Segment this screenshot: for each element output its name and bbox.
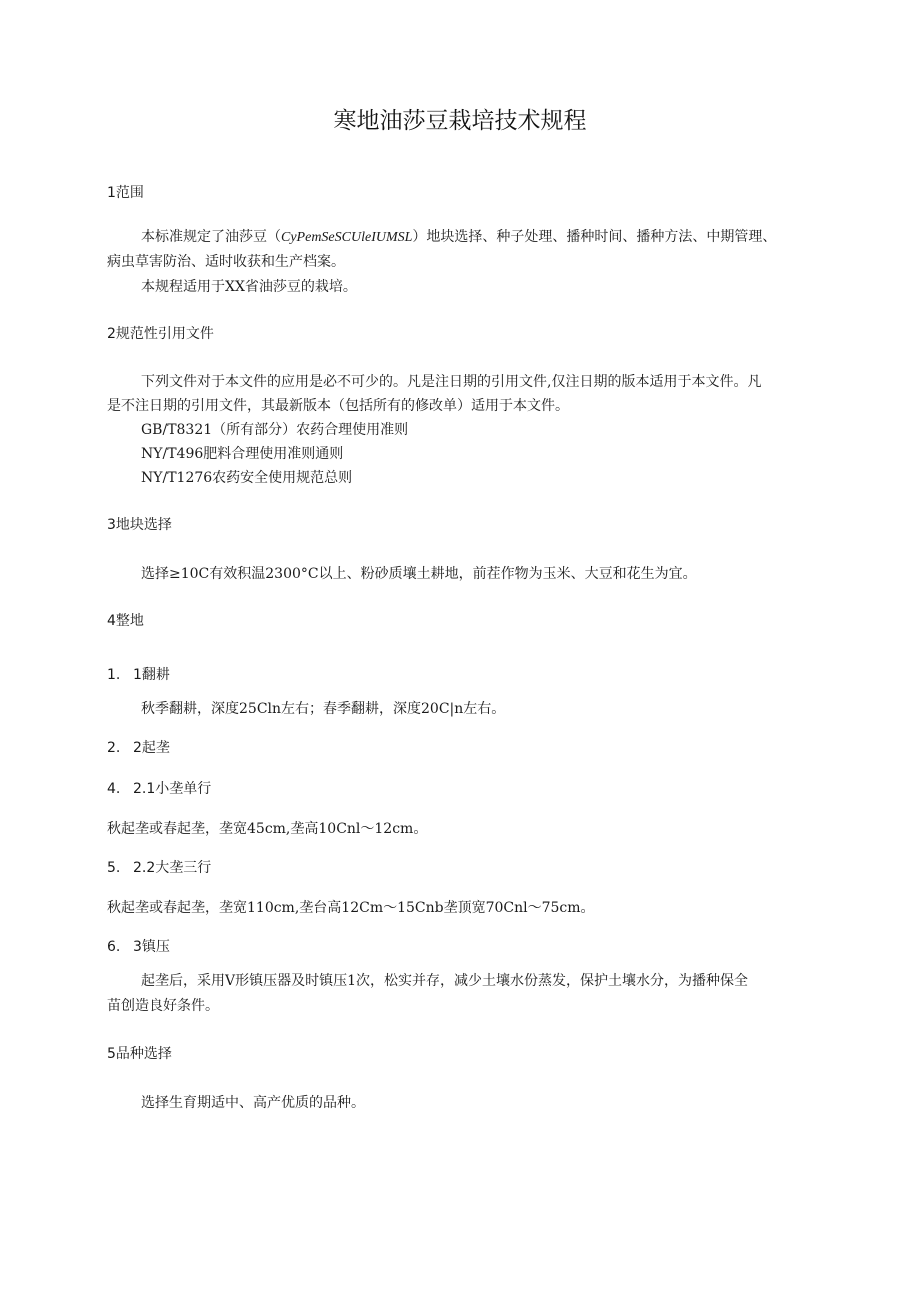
- section-1-paragraph-1-text-a: 本标准规定了油莎豆（: [141, 229, 281, 245]
- subsection-heading: 2.2大垄三行: [133, 860, 212, 876]
- section-2-paragraph-line-2: 是不注日期的引用文件，其最新版本（包括所有的修改单）适用于本文件。: [107, 398, 569, 414]
- subsection-heading: 3镇压: [133, 939, 170, 955]
- list-number: 1.: [107, 667, 121, 683]
- subsection-text: 秋起垄或春起垄，垄宽110cm,垄台高12Cm～15Cnb垄顶宽70Cnl～75cm。: [107, 900, 595, 916]
- section-3-paragraph: 选择≥10C有效积温2300°C以上、粉砂质壤土耕地，前茬作物为玉米、大豆和花生为宜。: [141, 566, 697, 582]
- list-number: 5.: [107, 860, 121, 876]
- subsection-heading: 2起垄: [133, 740, 170, 756]
- section-5-paragraph: 选择生育期适中、高产优质的品种。: [141, 1095, 365, 1111]
- section-2-heading: 2规范性引用文件: [107, 326, 214, 342]
- subsection-heading: 2.1小垄单行: [133, 781, 212, 797]
- section-1-paragraph-1-text-b: ）地块选择、种子处理、播种时间、播种方法、中期管理、: [412, 229, 777, 245]
- section-4-heading: 4整地: [107, 613, 144, 629]
- latin-name: CyPemSeSCUleIUMSL: [281, 230, 413, 245]
- list-number: 6.: [107, 939, 121, 955]
- subsection-text: 秋季翻耕，深度25Cln左右；春季翻耕，深度20C|n左右。: [141, 701, 506, 717]
- section-1-paragraph-1-line-2: 病虫草害防治、适时收获和生产档案。: [107, 254, 345, 270]
- section-2-paragraph-line-1: 下列文件对于本文件的应用是必不可少的。凡是注日期的引用文件,仅注日期的版本适用于本文件。凡: [141, 374, 762, 390]
- document-title: 寒地油莎豆栽培技术规程: [333, 108, 587, 134]
- reference-item: GB/T8321（所有部分）农药合理使用准则: [141, 422, 409, 438]
- section-1-paragraph-1-line-1: [141, 227, 776, 248]
- section-1-paragraph-2: 本规程适用于XX省油莎豆的栽培。: [141, 279, 357, 295]
- subsection-heading: 1翻耕: [133, 667, 170, 683]
- subsection-text-line-1: 起垄后，采用V形镇压器及时镇压1次，松实并存，减少土壤水份蒸发，保护土壤水分，为播种保全: [141, 973, 749, 989]
- section-5-heading: 5品种选择: [107, 1046, 172, 1062]
- list-number: 2.: [107, 740, 121, 756]
- subsection-text: 秋起垄或春起垄，垄宽45cm,垄高10Cnl～12cm。: [107, 821, 428, 837]
- reference-item: NY/T496肥料合理使用准则通则: [141, 446, 344, 462]
- section-3-heading: 3地块选择: [107, 517, 172, 533]
- subsection-text-line-2: 苗创造良好条件。: [107, 998, 219, 1014]
- list-number: 4.: [107, 781, 121, 797]
- reference-item: NY/T1276农药安全使用规范总则: [141, 470, 353, 486]
- section-1-heading: 1范围: [107, 185, 144, 201]
